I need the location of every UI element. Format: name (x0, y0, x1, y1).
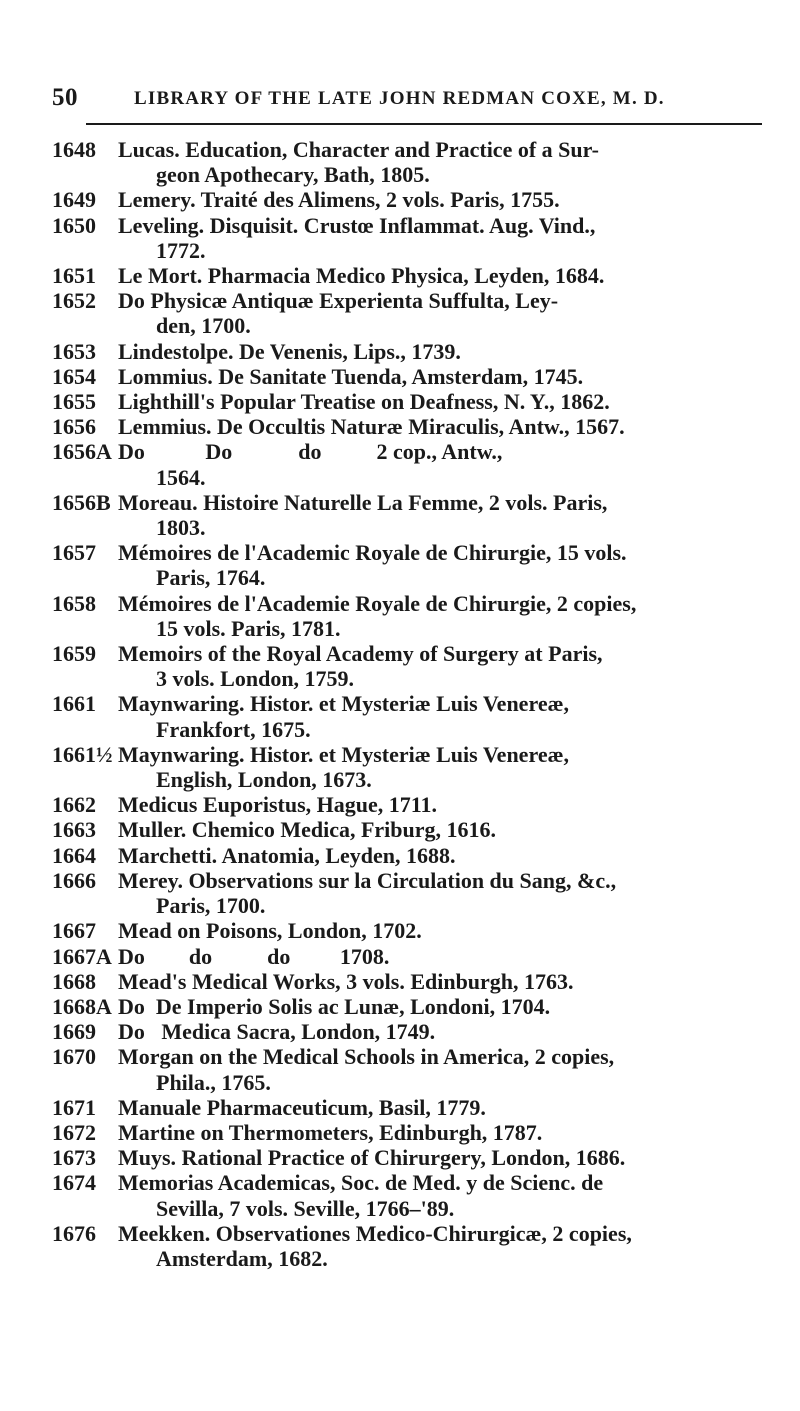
entry-number: 1655 (52, 389, 96, 415)
entry-text: Leveling. Disquisit. Crustœ Inflammat. Aug. Vind., (118, 212, 596, 238)
entry-text: Do Do do 2 cop., Antw., (118, 439, 503, 465)
entry-text: Do Medica Sacra, London, 1749. (118, 1019, 436, 1045)
catalog-entry (52, 1019, 768, 1044)
entry-number: 1667 (52, 918, 96, 944)
page-number: 50 (52, 84, 78, 111)
entry-text: Merey. Observations sur la Circulation du Sang, &c., (118, 867, 617, 893)
entry-continuation: Paris, 1700. (156, 893, 266, 919)
catalog-entry (52, 691, 768, 741)
entry-continuation: geon Apothecary, Bath, 1805. (156, 162, 430, 188)
entry-text: Moreau. Histoire Naturelle La Femme, 2 vols. Paris, (118, 489, 608, 515)
entry-continuation: 3 vols. London, 1759. (156, 666, 355, 692)
entry-continuation: 1803. (156, 515, 206, 541)
catalog-entry (52, 490, 768, 540)
entry-number: 1664 (52, 842, 96, 868)
entry-number: 1666 (52, 867, 96, 893)
catalog-entry (52, 868, 768, 918)
entry-text: Meekken. Observationes Medico-Chirurgicæ, 2 copies, (118, 1220, 632, 1246)
entry-text: Muys. Rational Practice of Chirurgery, London, 1686. (118, 1145, 626, 1171)
entry-number: 1654 (52, 363, 96, 389)
catalog-entry (52, 641, 768, 691)
entry-number: 1659 (52, 641, 96, 667)
entry-text: Memoirs of the Royal Academy of Surgery at Paris, (118, 641, 603, 667)
catalog-entry (52, 414, 768, 439)
entry-continuation: Amsterdam, 1682. (156, 1245, 328, 1271)
catalog-entry (52, 263, 768, 288)
entry-number: 1650 (52, 212, 96, 238)
entry-text: Lommius. De Sanitate Tuenda, Amsterdam, 1745. (118, 363, 584, 389)
catalog-entry (52, 591, 768, 641)
entry-continuation: Frankfort, 1675. (156, 716, 311, 742)
entry-number: 1671 (52, 1094, 96, 1120)
entry-number: 1656A (52, 439, 112, 465)
catalog-entry (52, 1221, 768, 1271)
entry-number: 1663 (52, 817, 96, 843)
entry-continuation: English, London, 1673. (156, 767, 372, 793)
entry-number: 1674 (52, 1170, 96, 1196)
entry-text: Memorias Academicas, Soc. de Med. y de Scienc. de (118, 1170, 604, 1196)
header-rule (86, 123, 762, 125)
entry-number: 1652 (52, 288, 96, 314)
catalog-entry (52, 187, 768, 212)
catalog-entry (52, 137, 768, 187)
entry-number: 1662 (52, 792, 96, 818)
entry-number: 1648 (52, 137, 96, 162)
entry-number: 1661½ (52, 741, 113, 767)
entry-text: Lemmius. De Occultis Naturæ Miraculis, Antw., 1567. (118, 414, 625, 440)
header-title: LIBRARY OF THE LATE JOHN REDMAN COXE, M. D. (134, 88, 665, 109)
entry-text: Morgan on the Medical Schools in America, 2 copies, (118, 1044, 615, 1070)
entry-continuation: 1564. (156, 464, 206, 490)
entry-text: Martine on Thermometers, Edinburgh, 1787. (118, 1119, 543, 1145)
catalog-entry (52, 439, 768, 489)
catalog-entry (52, 540, 768, 590)
catalog-entry (52, 792, 768, 817)
catalog-entry (52, 213, 768, 263)
catalog-entry (52, 339, 768, 364)
entry-text: Lindestolpe. De Venenis, Lips., 1739. (118, 338, 461, 364)
entry-text: Do do do 1708. (118, 943, 390, 969)
catalog-entry (52, 288, 768, 338)
entry-text: Manuale Pharmaceuticum, Basil, 1779. (118, 1094, 486, 1120)
entry-number: 1653 (52, 338, 96, 364)
catalog-entry (52, 969, 768, 994)
entry-text: Mémoires de l'Academic Royale de Chirurgie, 15 vols. (118, 540, 627, 566)
entry-text: Lemery. Traité des Alimens, 2 vols. Paris, 1755. (118, 187, 560, 213)
entry-text: Mémoires de l'Academie Royale de Chirurgie, 2 copies, (118, 590, 637, 616)
entry-text: Muller. Chemico Medica, Friburg, 1616. (118, 817, 497, 843)
entry-number: 1651 (52, 263, 96, 289)
catalog-entry (52, 742, 768, 792)
entry-continuation: 1772. (156, 237, 206, 263)
catalog-entry (52, 1095, 768, 1120)
catalog-entry (52, 1120, 768, 1145)
entry-number: 1672 (52, 1119, 96, 1145)
catalog-entry (52, 994, 768, 1019)
catalog-entries (52, 137, 768, 1271)
entry-text: Maynwaring. Histor. et Mysteriæ Luis Venereæ, (118, 691, 569, 717)
entry-text: Lucas. Education, Character and Practice of a Sur- (118, 137, 599, 162)
entry-text: Marchetti. Anatomia, Leyden, 1688. (118, 842, 456, 868)
entry-number: 1668 (52, 968, 96, 994)
entry-text: Do De Imperio Solis ac Lunæ, Londoni, 1704. (118, 993, 551, 1019)
entry-text: Le Mort. Pharmacia Medico Physica, Leyden, 1684. (118, 263, 605, 289)
entry-text: Lighthill's Popular Treatise on Deafness, N. Y., 1862. (118, 389, 610, 415)
catalog-entry (52, 918, 768, 943)
catalog-entry (52, 817, 768, 842)
entry-number: 1667A (52, 943, 112, 969)
entry-number: 1661 (52, 691, 96, 717)
entry-number: 1658 (52, 590, 96, 616)
entry-number: 1670 (52, 1044, 96, 1070)
entry-number: 1656 (52, 414, 96, 440)
catalog-entry (52, 944, 768, 969)
catalog-entry (52, 364, 768, 389)
entry-number: 1673 (52, 1145, 96, 1171)
catalog-entry (52, 843, 768, 868)
entry-text: Maynwaring. Histor. et Mysteriæ Luis Venereæ, (118, 741, 569, 767)
entry-number: 1656B (52, 489, 111, 515)
catalog-entry (52, 1044, 768, 1094)
entry-text: Mead's Medical Works, 3 vols. Edinburgh, 1763. (118, 968, 574, 994)
catalog-entry (52, 389, 768, 414)
running-head (52, 84, 752, 114)
entry-number: 1657 (52, 540, 96, 566)
entry-continuation: Sevilla, 7 vols. Seville, 1766–'89. (156, 1195, 455, 1221)
entry-number: 1676 (52, 1220, 96, 1246)
entry-text: Do Physicæ Antiquæ Experienta Suffulta, Ley- (118, 288, 559, 314)
entry-continuation: Phila., 1765. (156, 1069, 271, 1095)
entry-continuation: 15 vols. Paris, 1781. (156, 615, 341, 641)
entry-number: 1649 (52, 187, 96, 213)
catalog-entry (52, 1145, 768, 1170)
entry-continuation: den, 1700. (156, 313, 251, 339)
entry-number: 1669 (52, 1019, 96, 1045)
entry-number: 1668A (52, 993, 112, 1019)
entry-text: Medicus Euporistus, Hague, 1711. (118, 792, 438, 818)
entry-continuation: Paris, 1764. (156, 565, 266, 591)
entry-text: Mead on Poisons, London, 1702. (118, 918, 422, 944)
catalog-entry (52, 1170, 768, 1220)
